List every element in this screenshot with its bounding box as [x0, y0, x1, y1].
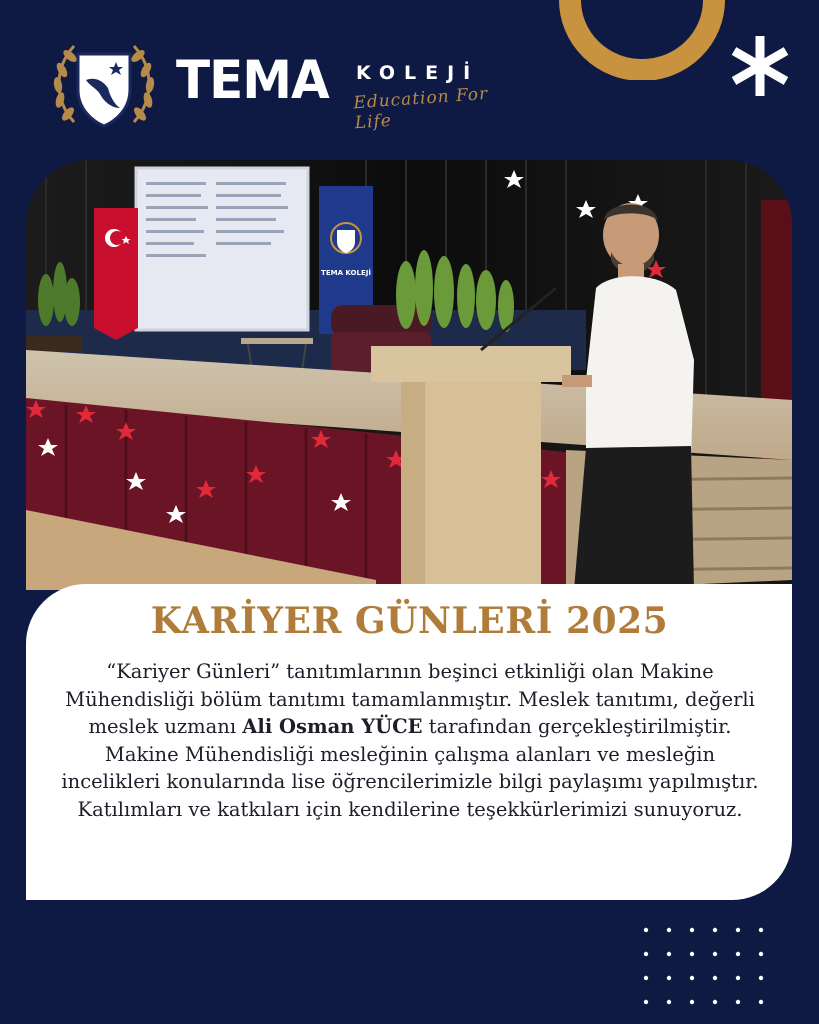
brand-suffix: KOLEJİ — [356, 62, 480, 84]
dot — [736, 976, 740, 980]
dot — [759, 928, 763, 932]
dot — [690, 952, 694, 956]
dot — [690, 928, 694, 932]
dot — [690, 976, 694, 980]
dot — [713, 976, 717, 980]
post-title: KARİYER GÜNLERİ 2025 — [150, 600, 669, 642]
body-part-2: tarafından gerçekleştirilmiştir. Makine Mühendisliği mesleğinin çalışma alanları ve mesleğin incelikleri konularında lise öğrencilerimizle bilgi paylaşımı yapılmıştır. Katılımları ve katkıları için kendilerine teşekkürlerimizi sunuyoruz. — [61, 715, 759, 821]
dot — [759, 952, 763, 956]
brand-slogan: Education For Life — [352, 83, 489, 134]
dot — [736, 928, 740, 932]
dot — [759, 976, 763, 980]
post-body — [60, 658, 760, 823]
dot — [736, 1000, 740, 1004]
speaker-name: Ali Osman YÜCE — [242, 715, 423, 738]
dot — [690, 1000, 694, 1004]
dot — [667, 976, 671, 980]
banner-text: TEMA KOLEJİ — [321, 269, 371, 277]
dot — [713, 928, 717, 932]
dot — [759, 1000, 763, 1004]
dot — [736, 952, 740, 956]
dot — [713, 1000, 717, 1004]
gold-ring-icon — [558, 0, 726, 80]
body-part-1: “Kariyer Günleri” tanıtımlarının beşinci etkinliği olan Makine Mühendisliği bölüm tanıtımı tamamlanmıştır. Meslek tanıtımı, değerli meslek uzmanı — [65, 660, 755, 738]
dot-grid-icon — [640, 924, 770, 1008]
brand-name: TEMA — [176, 49, 329, 111]
dot — [667, 952, 671, 956]
dot — [713, 952, 717, 956]
dot — [667, 928, 671, 932]
dot — [667, 1000, 671, 1004]
asterisk-icon — [728, 34, 792, 98]
dot — [644, 928, 648, 932]
brand-logo — [176, 49, 506, 134]
dot — [644, 976, 648, 980]
dot — [644, 952, 648, 956]
event-photo — [26, 160, 792, 590]
dot — [644, 1000, 648, 1004]
laurel-emblem-icon — [48, 30, 160, 140]
